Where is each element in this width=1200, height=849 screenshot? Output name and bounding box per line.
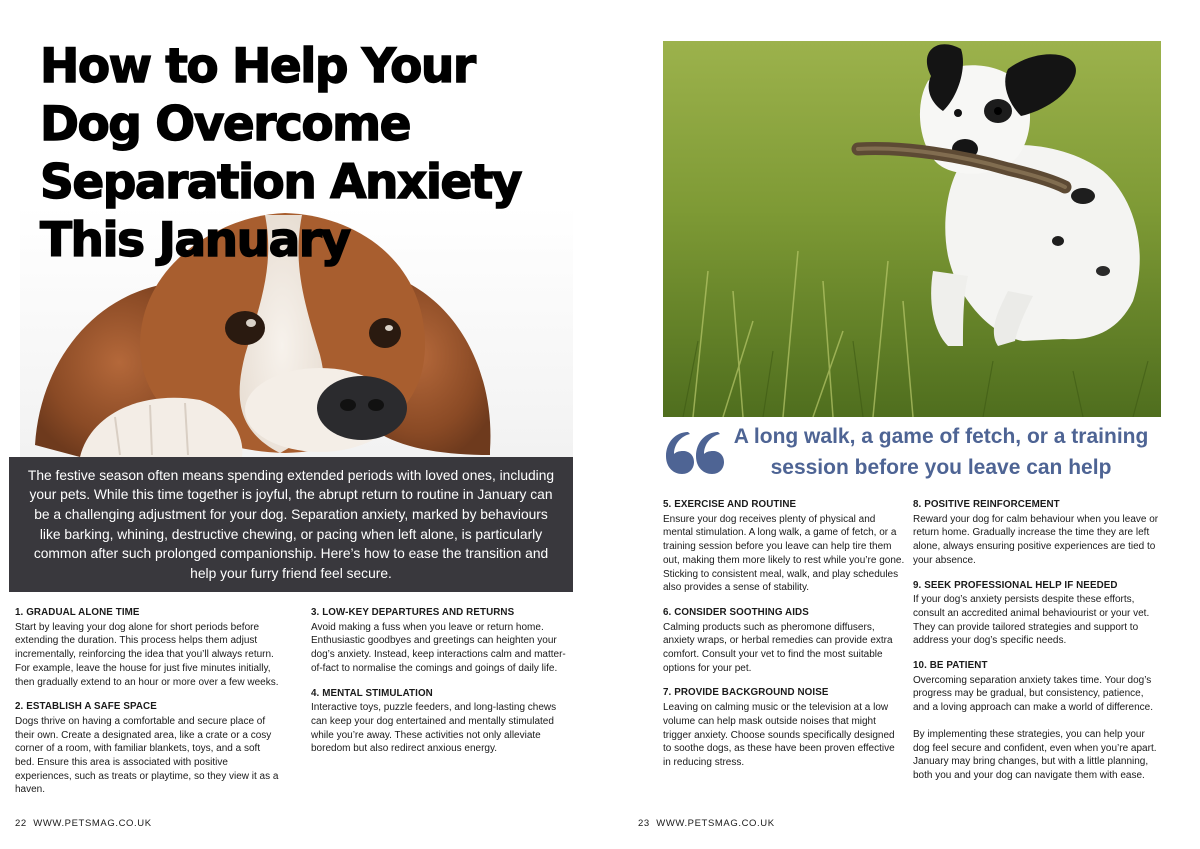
- tip-section: [663, 686, 905, 769]
- quote-mark-icon: [662, 410, 724, 476]
- left-column-1: [15, 606, 281, 808]
- article-title: [40, 38, 560, 270]
- left-column-2: [311, 606, 571, 767]
- site-url: WWW.PETSMAG.CO.UK: [656, 818, 775, 829]
- tip-body: Avoid making a fuss when you leave or return home. Enthusiastic goodbyes and greetings can heighten your dog’s anxiety. Instead, keep interactions calm and matter-of-fact to normalise the comings and goings of daily life.: [311, 621, 566, 674]
- right-column-2: [913, 498, 1159, 794]
- page-number: 23: [638, 818, 650, 829]
- tip-body: Overcoming separation anxiety takes time. Your dog’s progress may be gradual, but consistency, patience, and a loving approach can make a world of difference.: [913, 674, 1153, 714]
- title-line: Separation Anxiety: [40, 155, 521, 210]
- tip-heading: 5. EXERCISE AND ROUTINE: [663, 499, 797, 510]
- tip-body: Calming products such as pheromone diffusers, anxiety wraps, or herbal remedies can provide extra comfort. Consult your vet to find the most suitable options for your pet.: [663, 621, 893, 674]
- title-line: How to Help Your: [40, 39, 475, 94]
- page-number: 22: [15, 818, 27, 829]
- page-footer: [15, 818, 152, 829]
- tip-body: Reward your dog for calm behaviour when you leave or return home. Gradually increase the time they are left alone, always ensuring positive experiences are tied to your absence.: [913, 513, 1159, 566]
- tip-heading: 7. PROVIDE BACKGROUND NOISE: [663, 687, 829, 699]
- tip-heading: 3. LOW-KEY DEPARTURES AND RETURNS: [311, 607, 515, 618]
- tip-heading: 10. BE PATIENT: [913, 660, 988, 672]
- tip-section: [15, 606, 281, 689]
- tip-section: [913, 659, 1159, 783]
- tip-body: If your dog’s anxiety persists despite these efforts, consult an accredited animal behaviourist or your vet. They can provide tailored strategies and support to address your dog’s specific needs.: [913, 594, 1150, 647]
- title-line: Dog Overcome: [40, 97, 410, 152]
- site-url: WWW.PETSMAG.CO.UK: [33, 818, 152, 829]
- tip-heading: 1. GRADUAL ALONE TIME: [15, 607, 140, 618]
- tip-body: Ensure your dog receives plenty of physical and mental stimulation. A long walk, a game of fetch, or a training session before you leave can help tire them out, making them more likely to rest while you’re gone. Sticking to consistent meal, walk, and play schedules also provides a sense of stability.: [663, 513, 905, 594]
- tip-body: Start by leaving your dog alone for short periods before extending the duration. This process helps them adjust incrementally, reinforcing the idea that you’ll always return. For example, leave the house for just five minutes initially, then gradually extend to an hour or more over a few weeks.: [15, 621, 279, 688]
- tip-heading: 8. POSITIVE REINFORCEMENT: [913, 499, 1060, 510]
- tip-body: Leaving on calming music or the television at a low volume can help mask outside noises that might trigger anxiety. Choose sounds specifically designed to soothe dogs, as these have been proven effective in reducing stress.: [663, 702, 895, 768]
- pull-quote: A long walk, a game of fetch, or a training session before you leave can help: [733, 425, 1149, 479]
- tip-section: [913, 498, 1159, 568]
- page-footer: [638, 818, 775, 829]
- right-page: [600, 0, 1200, 849]
- tip-body: Interactive toys, puzzle feeders, and long-lasting chews can keep your dog entertained and mentally stimulated while you’re away. These activities not only alleviate boredom but also redirect anxious energy.: [311, 702, 557, 755]
- tip-heading: 2. ESTABLISH A SAFE SPACE: [15, 701, 157, 713]
- title-line: This January: [40, 213, 350, 268]
- tip-heading: 6. CONSIDER SOOTHING AIDS: [663, 606, 809, 618]
- tip-section: [663, 606, 905, 676]
- closing-paragraph: By implementing these strategies, you can help your dog feel secure and confident, even when you’re apart. January may bring changes, but with a little planning, both you and your dog can navigate them with ease.: [913, 728, 1157, 781]
- tip-section: [15, 700, 281, 797]
- tip-heading: 4. MENTAL STIMULATION: [311, 687, 433, 699]
- right-column-1: [663, 498, 905, 781]
- intro-text: The festive season often means spending extended periods with loved ones, including your pets. While this time together is joyful, the abrupt return to routine in January can be a challenging adjustment for your dog. Separation anxiety, marked by behaviours like barking, whining, destructive chewing, or pacing when left alone, is particularly common after such prolonged companionship. Here’s how to ease the transition and help your furry friend feel secure.: [27, 467, 555, 581]
- tip-heading: 9. SEEK PROFESSIONAL HELP IF NEEDED: [913, 579, 1118, 591]
- tip-body: Dogs thrive on having a comfortable and secure place of their own. Create a designated area, like a crate or a cosy corner of a room, with familiar blankets, toys, and a soft bed. Ensure this area is associated with positive experiences, such as treats or playtime, so they view it as a haven.: [15, 715, 279, 796]
- tip-section: [663, 498, 905, 595]
- tip-section: [913, 579, 1159, 649]
- puppy-with-stick-photo: [663, 41, 1161, 417]
- intro-panel: [9, 457, 573, 592]
- tip-section: [311, 687, 571, 757]
- tip-section: [311, 606, 571, 676]
